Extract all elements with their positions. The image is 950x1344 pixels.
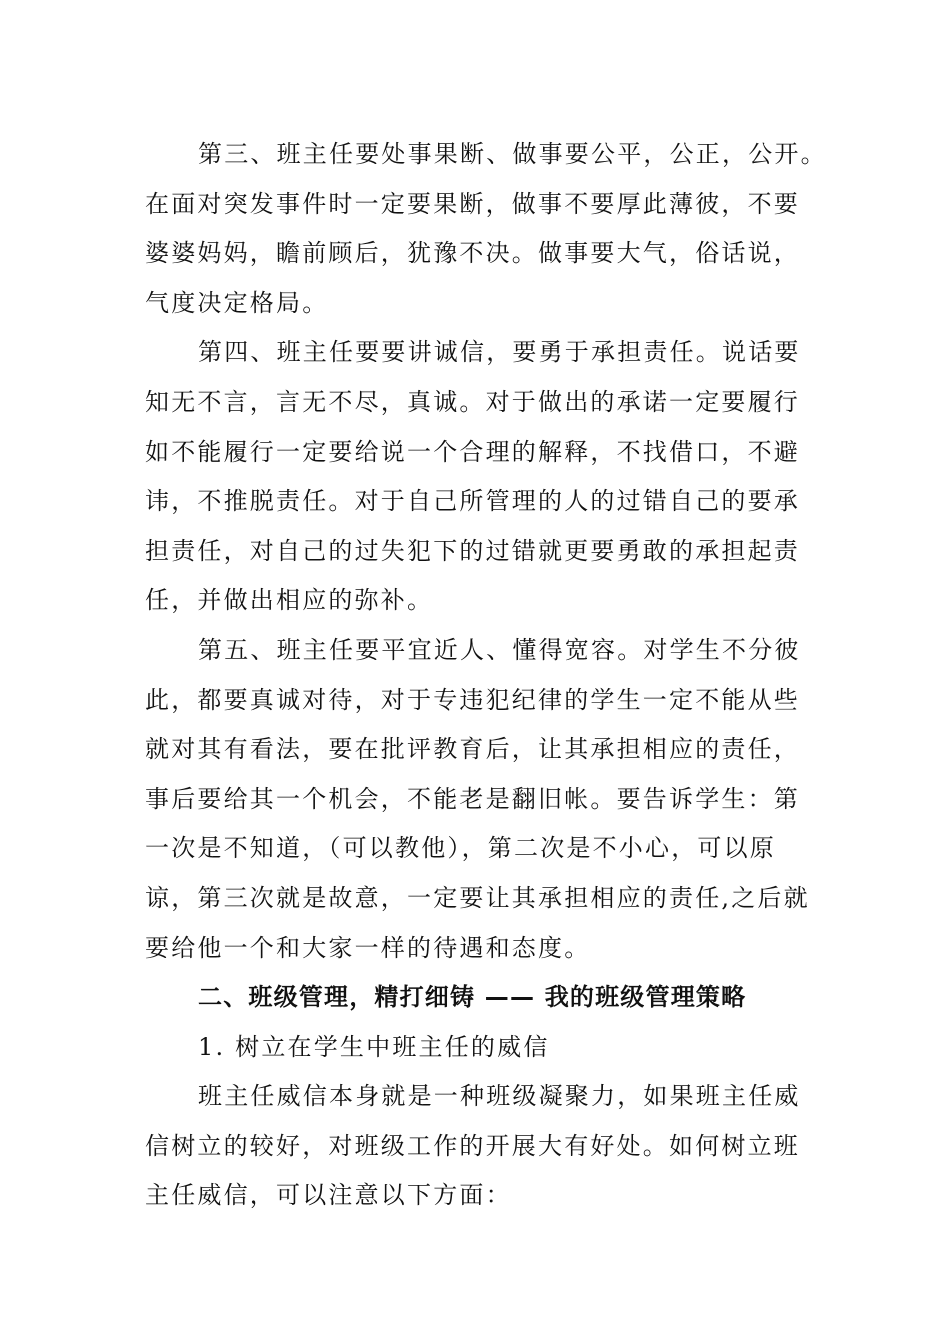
paragraph-4-line-2: 知无不言，言无不尽，真诚。对于做出的承诺一定要履行: [145, 387, 800, 416]
section-heading: 二、班级管理，精打细铸 —— 我的班级管理策略: [198, 983, 747, 1012]
paragraph-6-line-2: 信树立的较好，对班级工作的开展大有好处。如何树立班: [145, 1131, 800, 1160]
paragraph-5-line-2: 此，都要真诚对待，对于专违犯纪律的学生一定不能从些: [145, 685, 800, 714]
paragraph-5-line-7: 要给他一个和大家一样的待遇和态度。: [145, 933, 591, 962]
document-body: [145, 130, 827, 1221]
paragraph-6-line-1: 班主任威信本身就是一种班级凝聚力，如果班主任威: [198, 1082, 801, 1111]
paragraph-3-line-3: 婆婆妈妈，瞻前顾后，犹豫不决。做事要大气，俗话说，: [145, 239, 800, 268]
paragraph-5-line-3: 就对其有看法，要在批评教育后，让其承担相应的责任，: [145, 735, 800, 764]
paragraph-3-line-2: 在面对突发事件时一定要果断，做事不要厚此薄彼，不要: [145, 189, 800, 218]
subsection-heading: 1. 树立在学生中班主任的威信: [198, 1032, 550, 1061]
paragraph-6-line-3: 主任威信，可以注意以下方面：: [145, 1181, 512, 1210]
paragraph-5-line-1: 第五、班主任要平宜近人、懂得宽容。对学生不分彼: [198, 635, 801, 664]
paragraph-5-line-6: 谅，第三次就是故意，一定要让其承担相应的责任,之后就: [145, 883, 810, 912]
paragraph-5-line-5: 一次是不知道，（可以教他），第二次是不小心，可以原: [145, 834, 776, 863]
paragraph-4-line-6: 任，并做出相应的弥补。: [145, 586, 434, 615]
paragraph-4-line-3: 如不能履行一定要给说一个合理的解释，不找借口，不避: [145, 437, 800, 466]
paragraph-4-line-1: 第四、班主任要要讲诚信，要勇于承担责任。说话要: [198, 338, 801, 367]
paragraph-5-line-4: 事后要给其一个机会，不能老是翻旧帐。要告诉学生：第: [145, 784, 800, 813]
paragraph-3-line-1: 第三、班主任要处事果断、做事要公平，公正，公开。: [198, 140, 827, 168]
paragraph-4-line-5: 担责任，对自己的过失犯下的过错就更要勇敢的承担起责: [145, 536, 800, 565]
paragraph-4-line-4: 讳，不推脱责任。对于自己所管理的人的过错自己的要承: [145, 487, 800, 516]
paragraph-3-line-4: 气度决定格局。: [145, 288, 329, 317]
